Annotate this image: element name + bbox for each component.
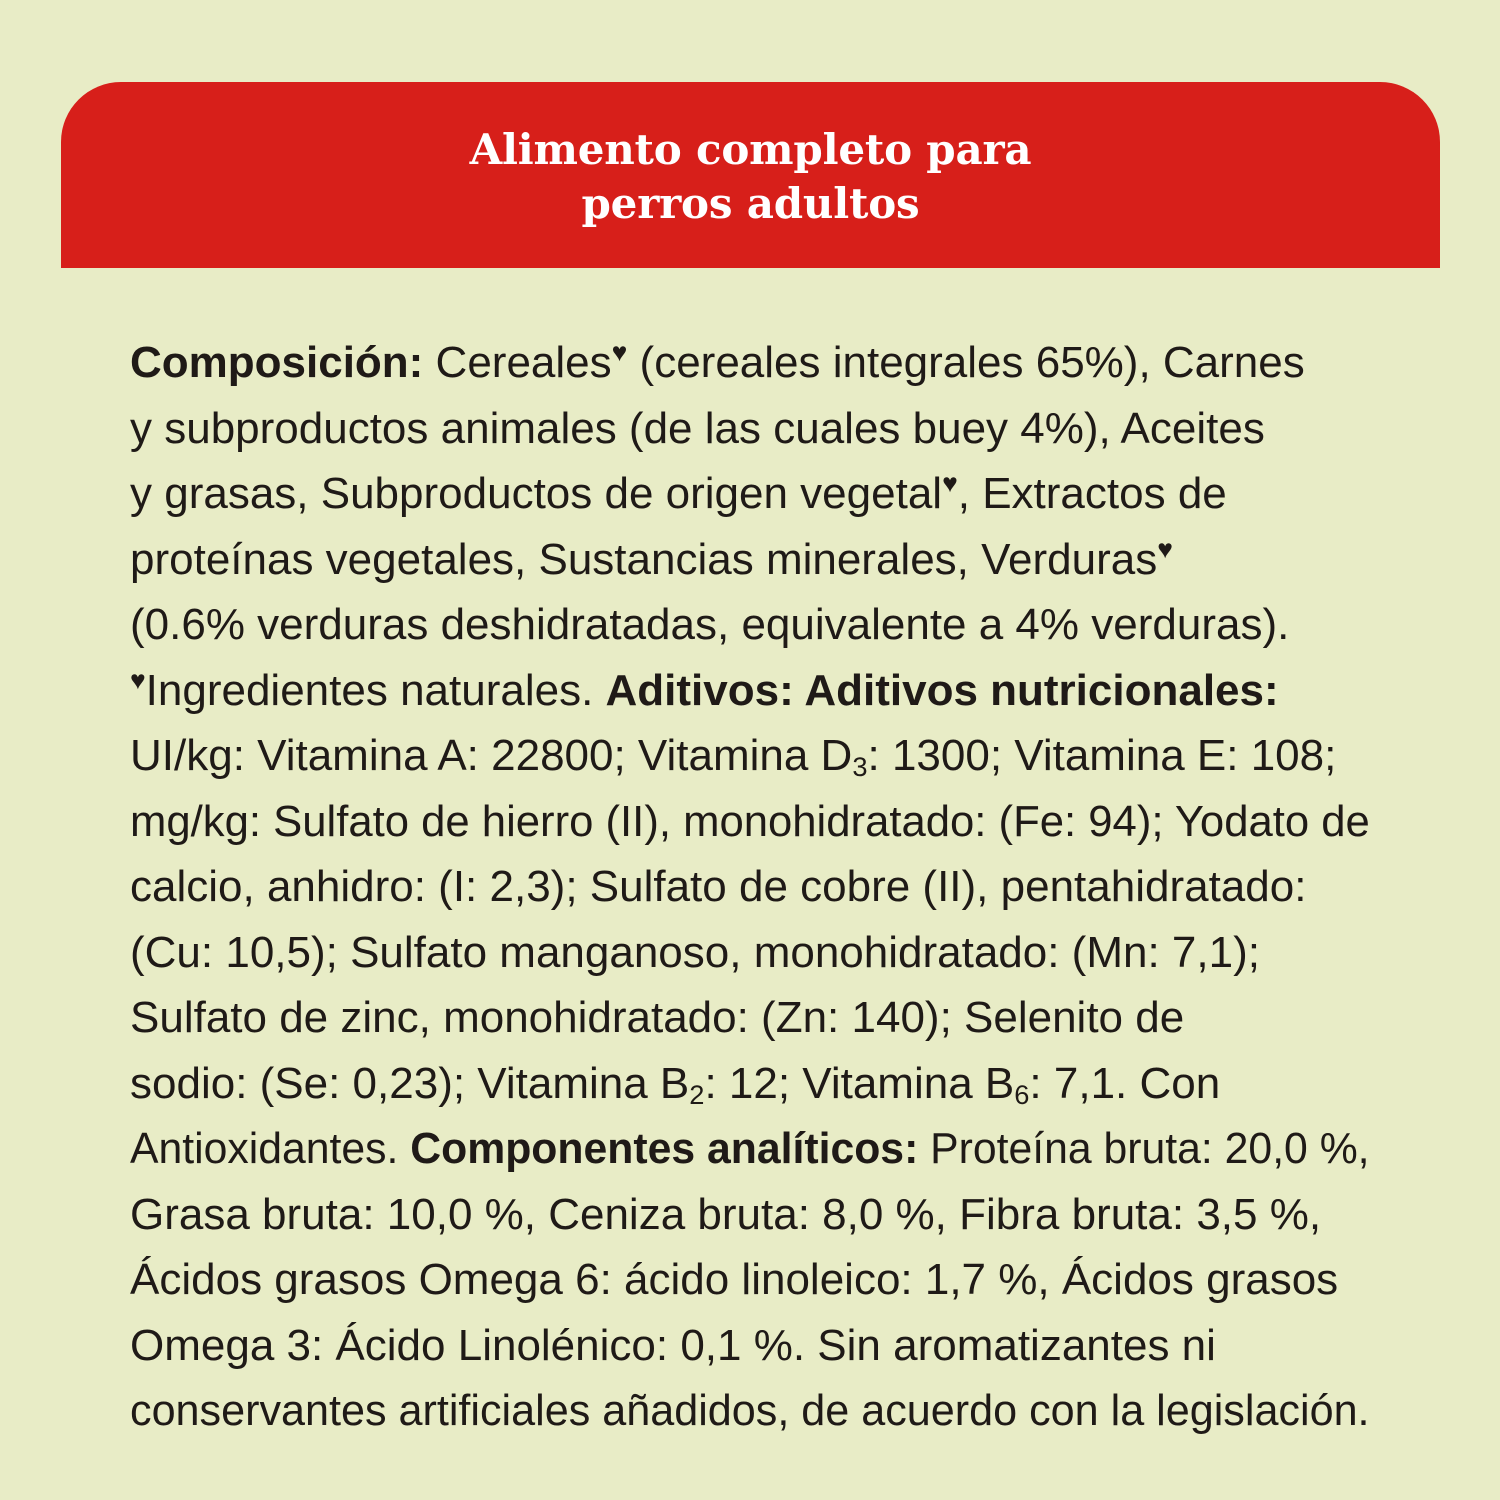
subscript: 2 — [689, 1078, 705, 1110]
text-line — [130, 1116, 1370, 1182]
heart-icon: ♥ — [1157, 533, 1173, 564]
text-segment: Cereales — [423, 338, 612, 387]
text-segment: UI/kg: Vitamina A: 22800; Vitamina D — [130, 731, 853, 780]
text-line — [130, 1182, 1370, 1248]
text-line — [130, 1313, 1370, 1379]
bold-label: Aditivos: Aditivos nutricionales: — [605, 665, 1279, 715]
text-segment: (cereales integrales 65%), Carnes — [627, 338, 1305, 387]
subscript: 3 — [852, 751, 868, 782]
text-segment: Sulfato de zinc, monohidratado: (Zn: 140); Selenito de — [130, 993, 1185, 1042]
text-line — [130, 592, 1370, 658]
title-banner — [61, 82, 1440, 268]
heart-icon: ♥ — [130, 664, 146, 695]
text-segment: (0.6% verduras deshidratadas, equivalente a 4% verduras). — [130, 600, 1290, 649]
text-line — [130, 396, 1370, 462]
text-line — [130, 920, 1370, 986]
text-line — [130, 461, 1370, 527]
text-line — [130, 1378, 1370, 1444]
text-line — [130, 854, 1370, 920]
text-line — [130, 723, 1370, 789]
text-segment: : 1300; Vitamina E: 108; — [867, 731, 1337, 780]
bold-label: Composición: — [130, 338, 424, 387]
text-segment: (Cu: 10,5); Sulfato manganoso, monohidratado: (Mn: 7,1); — [130, 927, 1260, 977]
text-line — [130, 1051, 1370, 1117]
text-segment: proteínas vegetales, Sustancias minerales, Verduras — [130, 534, 1158, 584]
text-line — [130, 1247, 1370, 1313]
text-segment: y grasas, Subproductos de origen vegetal — [130, 469, 943, 518]
text-segment: Proteína bruta: 20,0 %, — [918, 1124, 1370, 1173]
text-segment: mg/kg: Sulfato de hierro (II), monohidratado: (Fe: 94); Yodato de — [130, 796, 1370, 846]
text-line — [130, 527, 1370, 593]
bold-label: Componentes analíticos: — [410, 1124, 919, 1173]
text-segment: Ingredientes naturales. — [145, 665, 606, 715]
text-segment: Omega 3: Ácido Linolénico: 0,1 %. Sin aromatizantes ni — [130, 1320, 1216, 1370]
text-segment: Grasa bruta: 10,0 %, Ceniza bruta: 8,0 %, Fibra bruta: 3,5 %, — [130, 1189, 1322, 1239]
text-segment: conservantes artificiales añadidos, de acuerdo con la legislación. — [130, 1386, 1370, 1435]
text-segment: sodio: (Se: 0,23); Vitamina B — [130, 1058, 690, 1108]
text-line — [130, 330, 1370, 396]
composition-text — [130, 330, 1370, 1444]
text-segment: , Extractos de — [957, 469, 1227, 518]
text-line — [130, 658, 1370, 724]
text-line — [130, 789, 1370, 855]
subscript: 6 — [1014, 1078, 1030, 1110]
heart-icon: ♥ — [611, 337, 628, 368]
banner-title-line-1: Alimento completo para — [469, 125, 1032, 174]
text-segment: : 12; Vitamina B — [704, 1058, 1015, 1108]
text-segment: Antioxidantes. — [130, 1124, 411, 1173]
heart-icon: ♥ — [942, 468, 958, 499]
banner-title-line-2: perros adultos — [581, 179, 920, 228]
text-segment: : 7,1. Con — [1029, 1058, 1221, 1108]
text-segment: calcio, anhidro: (I: 2,3); Sulfato de cobre (II), pentahidratado: — [130, 862, 1307, 911]
text-line — [130, 985, 1370, 1051]
text-segment: y subproductos animales (de las cuales buey 4%), Aceites — [130, 403, 1265, 453]
text-segment: Ácidos grasos Omega 6: ácido linoleico: 1,7 %, Ácidos grasos — [130, 1255, 1339, 1304]
